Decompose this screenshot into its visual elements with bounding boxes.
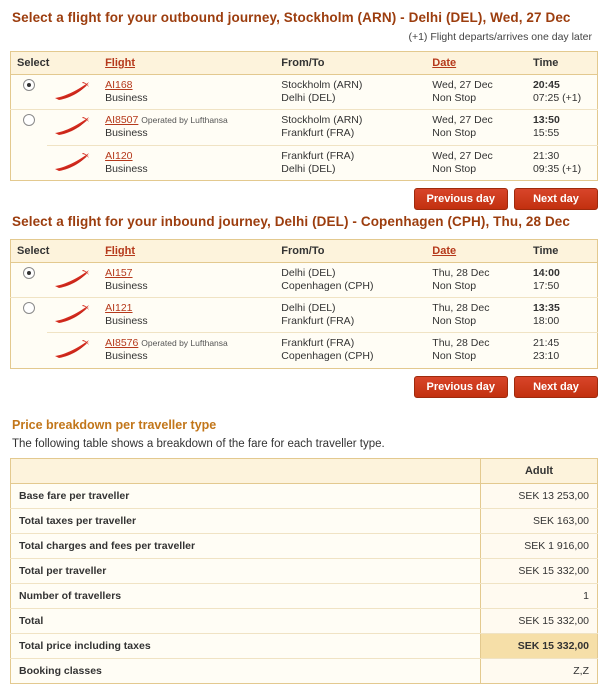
departure-time: 21:45 xyxy=(532,337,560,350)
inbound-journey-title: Select a flight for your inbound journey, Delhi (DEL) - Copenhagen (CPH), Thu, 28 Dec xyxy=(12,213,571,229)
outbound-day-nav xyxy=(10,188,598,210)
flight-info-cell xyxy=(99,145,275,180)
inbound-radio-option-1[interactable] xyxy=(23,267,35,279)
price-row-label: Total xyxy=(11,608,481,633)
table-row[interactable] xyxy=(11,110,598,145)
price-row-value: SEK 15 332,00 xyxy=(481,558,598,583)
header-date[interactable]: Date xyxy=(432,57,457,69)
price-breakdown-table xyxy=(10,458,598,684)
table-row[interactable] xyxy=(11,145,598,180)
departure-time: 20:45 xyxy=(532,79,560,91)
price-row-value: SEK 163,00 xyxy=(481,508,598,533)
price-row-label: Total price including taxes xyxy=(11,633,481,658)
flight-date: Wed, 27 Dec xyxy=(432,79,493,91)
header-date-cell xyxy=(426,52,527,75)
outbound-radio-option-2[interactable] xyxy=(23,114,35,126)
price-header-row xyxy=(11,458,598,483)
header-select: Select xyxy=(11,239,100,262)
table-row[interactable] xyxy=(11,75,598,110)
arrival-time: 17:50 xyxy=(532,279,560,292)
airline-logo-cell xyxy=(47,110,99,145)
price-row-label: Booking classes xyxy=(11,658,481,683)
airline-logo-cell xyxy=(47,262,99,297)
flight-info-cell xyxy=(99,298,275,333)
cabin-class: Business xyxy=(105,127,148,140)
airline-logo-cell xyxy=(47,145,99,180)
header-time: Time xyxy=(527,52,598,75)
flight-info-cell xyxy=(99,333,275,368)
price-row-label: Total per traveller xyxy=(11,558,481,583)
to-airport: Delhi (DEL) xyxy=(281,92,336,105)
date-cell xyxy=(426,333,527,368)
air-india-logo-icon xyxy=(53,302,93,326)
to-airport: Copenhagen (CPH) xyxy=(281,279,374,292)
cabin-class: Business xyxy=(105,279,148,292)
departure-time: 21:30 xyxy=(532,149,560,162)
header-fromto: From/To xyxy=(275,239,426,262)
header-flight[interactable]: Flight xyxy=(105,57,136,69)
table-row xyxy=(11,533,598,558)
flight-date: Thu, 28 Dec xyxy=(432,266,490,279)
date-cell xyxy=(426,262,527,297)
flight-number-link[interactable]: AI157 xyxy=(105,266,133,279)
stops-info: Non Stop xyxy=(432,92,477,105)
departure-time: 14:00 xyxy=(532,266,560,279)
fromto-cell xyxy=(275,333,426,368)
price-row-label: Number of travellers xyxy=(11,583,481,608)
price-row-value: SEK 13 253,00 xyxy=(481,483,598,508)
inbound-option-1-radio-cell[interactable] xyxy=(11,262,47,297)
table-row xyxy=(11,558,598,583)
from-airport: Frankfurt (FRA) xyxy=(281,337,355,350)
cabin-class: Business xyxy=(105,350,148,363)
departure-time: 13:35 xyxy=(532,302,560,314)
table-row xyxy=(11,583,598,608)
stops-info: Non Stop xyxy=(432,279,477,292)
arrival-time: 07:25 (+1) xyxy=(532,92,582,105)
header-flight-cell xyxy=(99,52,275,75)
cabin-class: Business xyxy=(105,315,148,328)
air-india-logo-icon xyxy=(53,337,93,361)
flight-date: Thu, 28 Dec xyxy=(432,337,490,350)
table-row xyxy=(11,608,598,633)
inbound-radio-option-2[interactable] xyxy=(23,302,35,314)
time-cell xyxy=(527,75,598,110)
to-airport: Frankfurt (FRA) xyxy=(281,315,355,328)
table-row xyxy=(11,658,598,683)
inbound-day-nav xyxy=(10,376,598,398)
price-header-blank xyxy=(11,458,481,483)
cabin-class: Business xyxy=(105,92,148,105)
outbound-option-2-radio-cell[interactable] xyxy=(11,110,47,181)
outbound-table-header-row xyxy=(11,52,598,75)
fromto-cell xyxy=(275,110,426,145)
date-cell xyxy=(426,298,527,333)
header-date[interactable]: Date xyxy=(432,244,457,257)
header-date-cell xyxy=(426,239,527,262)
airline-logo-cell xyxy=(47,75,99,110)
to-airport: Frankfurt (FRA) xyxy=(281,127,355,140)
arrival-time: 23:10 xyxy=(532,350,560,363)
airline-logo-cell xyxy=(47,333,99,368)
arrival-time: 09:35 (+1) xyxy=(532,162,582,175)
inbound-flight-table xyxy=(10,239,598,369)
date-cell xyxy=(426,75,527,110)
stops-info: Non Stop xyxy=(432,127,477,140)
outbound-radio-option-1[interactable] xyxy=(23,79,35,91)
to-airport: Delhi (DEL) xyxy=(281,162,336,175)
time-cell xyxy=(527,333,598,368)
flight-date: Thu, 28 Dec xyxy=(432,302,490,314)
time-cell xyxy=(527,145,598,180)
operated-by-label: Operated by Lufthansa xyxy=(141,338,228,349)
from-airport: Frankfurt (FRA) xyxy=(281,149,355,162)
price-total-value: SEK 15 332,00 xyxy=(481,633,598,658)
arrival-time: 18:00 xyxy=(532,315,560,328)
table-row xyxy=(11,483,598,508)
price-row-label: Base fare per traveller xyxy=(11,483,481,508)
inbound-previous-day-button[interactable]: Previous day xyxy=(414,376,508,398)
header-flight-cell xyxy=(99,239,275,262)
air-india-logo-icon xyxy=(53,150,93,174)
outbound-previous-day-button[interactable]: Previous day xyxy=(414,188,508,210)
table-row[interactable] xyxy=(11,333,598,368)
fromto-cell xyxy=(275,75,426,110)
flight-info-cell xyxy=(99,262,275,297)
air-india-logo-icon xyxy=(53,114,93,138)
price-row-value: SEK 15 332,00 xyxy=(481,608,598,633)
flight-date: Wed, 27 Dec xyxy=(432,149,493,162)
flight-number-link[interactable]: AI168 xyxy=(105,79,133,91)
table-row xyxy=(11,508,598,533)
from-airport: Stockholm (ARN) xyxy=(281,79,363,91)
cabin-class: Business xyxy=(105,162,148,175)
header-select: Select xyxy=(11,52,100,75)
flight-info-cell xyxy=(99,110,275,145)
header-fromto: From/To xyxy=(275,52,426,75)
stops-info: Non Stop xyxy=(432,162,477,175)
price-breakdown-title: Price breakdown per traveller type xyxy=(12,417,217,432)
flight-number-link[interactable]: AI8507 xyxy=(105,114,139,127)
outbound-journey-title: Select a flight for your outbound journey, Stockholm (ARN) - Delhi (DEL), Wed, 27 Dec xyxy=(12,10,571,25)
flight-number-link[interactable]: AI8576 xyxy=(105,337,139,350)
price-row-label: Total taxes per traveller xyxy=(11,508,481,533)
fromto-cell xyxy=(275,145,426,180)
price-row-label: Total charges and fees per traveller xyxy=(11,533,481,558)
from-airport: Delhi (DEL) xyxy=(281,302,336,314)
time-cell xyxy=(527,262,598,297)
outbound-flight-table xyxy=(10,51,598,181)
flight-number-link[interactable]: AI121 xyxy=(105,302,133,314)
table-row[interactable] xyxy=(11,298,598,333)
fromto-cell xyxy=(275,262,426,297)
next-day-note: (+1) Flight departs/arrives one day later xyxy=(408,31,592,43)
date-cell xyxy=(426,145,527,180)
flight-info-cell xyxy=(99,75,275,110)
price-row-value: 1 xyxy=(481,583,598,608)
price-header-adult: Adult xyxy=(481,458,598,483)
date-cell xyxy=(426,110,527,145)
inbound-table-header-row xyxy=(11,239,598,262)
header-time: Time xyxy=(527,239,598,262)
price-breakdown-description: The following table shows a breakdown of the fare for each traveller type. xyxy=(12,437,385,450)
arrival-time: 15:55 xyxy=(532,127,560,140)
fromto-cell xyxy=(275,298,426,333)
price-row-value: SEK 1 916,00 xyxy=(481,533,598,558)
time-cell xyxy=(527,298,598,333)
flight-number-link[interactable]: AI120 xyxy=(105,149,133,162)
from-airport: Delhi (DEL) xyxy=(281,266,336,279)
price-row-value: Z,Z xyxy=(481,658,598,683)
inbound-option-2-radio-cell[interactable] xyxy=(11,298,47,369)
table-row[interactable] xyxy=(11,262,598,297)
air-india-logo-icon xyxy=(53,267,93,291)
flight-date: Wed, 27 Dec xyxy=(432,114,493,127)
stops-info: Non Stop xyxy=(432,315,477,328)
air-india-logo-icon xyxy=(53,79,93,103)
table-row xyxy=(11,633,598,658)
outbound-next-day-button[interactable]: Next day xyxy=(514,188,598,210)
operated-by-label: Operated by Lufthansa xyxy=(141,115,228,126)
from-airport: Stockholm (ARN) xyxy=(281,114,363,127)
header-flight[interactable]: Flight xyxy=(105,244,136,257)
time-cell xyxy=(527,110,598,145)
inbound-next-day-button[interactable]: Next day xyxy=(514,376,598,398)
stops-info: Non Stop xyxy=(432,350,477,363)
outbound-option-1-radio-cell[interactable] xyxy=(11,75,47,110)
airline-logo-cell xyxy=(47,298,99,333)
departure-time: 13:50 xyxy=(532,114,560,127)
to-airport: Copenhagen (CPH) xyxy=(281,350,374,363)
